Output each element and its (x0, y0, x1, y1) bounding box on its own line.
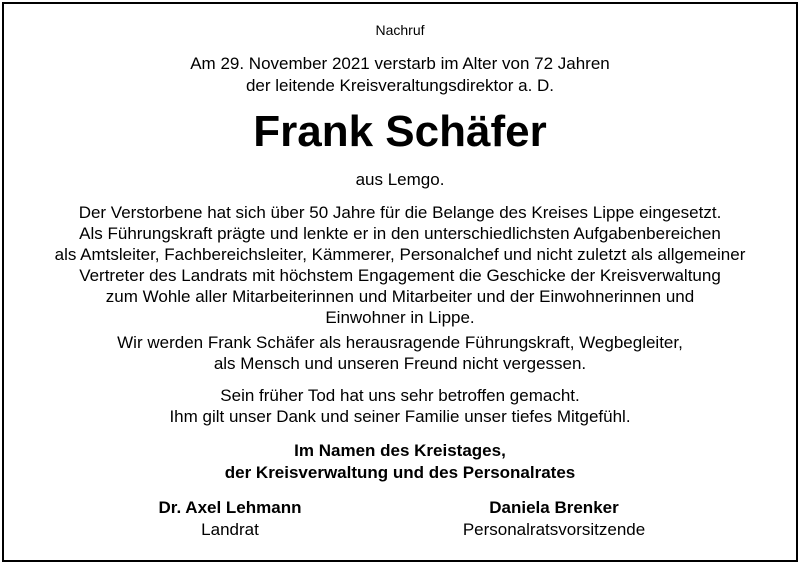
paragraph-line: als Amtsleiter, Fachbereichsleiter, Kämmerer, Personalchef und nicht zuletzt als allgemeiner (54, 245, 746, 264)
paragraph-line: Sein früher Tod hat uns sehr betroffen gemacht. (220, 386, 580, 405)
signatory-name: Daniela Brenker (489, 498, 619, 517)
intro-line-2: der leitende Kreisveraltungsdirektor a. D. (245, 76, 555, 95)
paragraph-line: zum Wohle aller Mitarbeiterinnen und Mitarbeiter und der Einwohnerinnen und (105, 287, 695, 306)
deceased-origin: aus Lemgo. (355, 170, 445, 189)
paragraph-line: Ihm gilt unser Dank und seiner Familie unser tiefes Mitgefühl. (169, 407, 631, 426)
signatory-left (100, 497, 360, 541)
paragraph-line: als Mensch und unseren Freund nicht vergessen. (213, 354, 587, 373)
signatory-name: Dr. Axel Lehmann (158, 498, 302, 517)
deceased-name: Frank Schäfer (253, 107, 547, 156)
signatory-title: Landrat (201, 520, 259, 539)
closing-line-1: Im Namen des Kreistages, (294, 441, 506, 460)
notice-label: Nachruf (375, 22, 425, 38)
closing-line-2: der Kreisverwaltung und des Personalrates (224, 463, 576, 482)
signatory-right (424, 497, 684, 541)
signatory-title: Personalratsvorsitzende (462, 520, 646, 539)
paragraph-line: Der Verstorbene hat sich über 50 Jahre für die Belange des Kreises Lippe eingesetzt. (78, 203, 722, 222)
paragraph-line: Einwohner in Lippe. (325, 308, 475, 327)
paragraph-line: Als Führungskraft prägte und lenkte er in den unterschiedlichsten Aufgabenbereichen (79, 224, 721, 243)
paragraph-line: Vertreter des Landrats mit höchstem Engagement die Geschicke der Kreisverwaltung (79, 266, 721, 285)
paragraph-line: Wir werden Frank Schäfer als herausragende Führungskraft, Wegbegleiter, (117, 333, 683, 352)
intro-line-1: Am 29. November 2021 verstarb im Alter von 72 Jahren (190, 54, 610, 73)
